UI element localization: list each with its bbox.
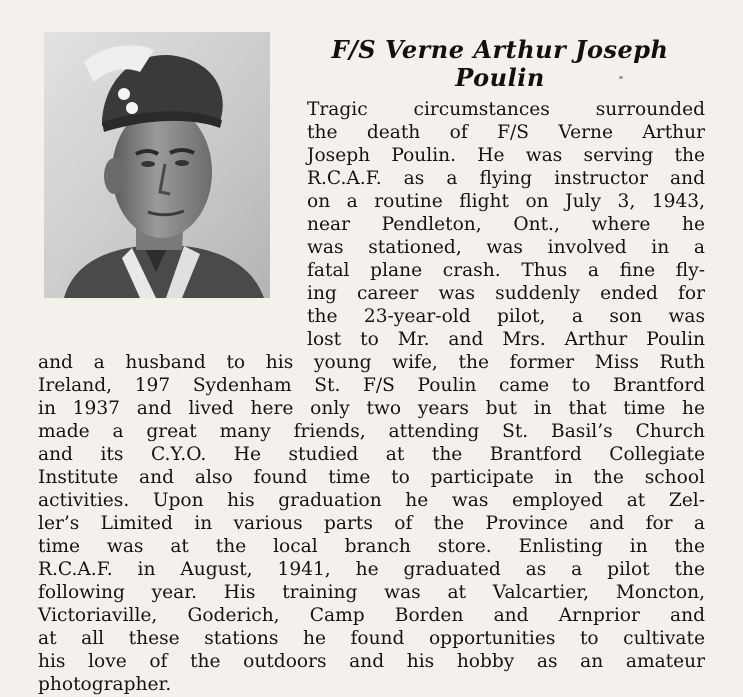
body-line: Tragic circumstances surrounded xyxy=(307,99,705,120)
body-line: at all these stations he found opportunities to cultivate xyxy=(38,628,705,649)
title-line-2: Poulin xyxy=(455,63,545,92)
body-line: activities. Upon his graduation he was employed at Zel- xyxy=(38,490,705,511)
body-line-last: photographer. xyxy=(38,674,172,695)
body-line: R.C.A.F. in August, 1941, he graduated as a pilot the xyxy=(38,559,705,580)
body-line: R.C.A.F. as a flying instructor and xyxy=(307,168,705,189)
body-line: fatal plane crash. Thus a fine fly- xyxy=(307,260,705,281)
body-line: and a husband to his young wife, the former Miss Ruth xyxy=(38,352,705,373)
title-line-1: F/S Verne Arthur Joseph xyxy=(331,35,669,64)
body-line: the death of F/S Verne Arthur xyxy=(307,122,705,143)
body-line: Victoriaville, Goderich, Camp Borden and Arnprior and xyxy=(38,605,705,626)
body-line: ing career was suddenly ended for xyxy=(307,283,705,304)
print-speck xyxy=(619,76,623,79)
body-line: near Pendleton, Ont., where he xyxy=(307,214,705,235)
body-line: Ireland, 197 Sydenham St. F/S Poulin came to Brantford xyxy=(38,375,705,396)
body-line: time was at the local branch store. Enlisting in the xyxy=(38,536,705,557)
portrait-image xyxy=(44,32,270,298)
body-line: following year. His training was at Valcartier, Moncton, xyxy=(38,582,705,603)
body-line: in 1937 and lived here only two years but in that time he xyxy=(38,398,705,419)
body-line: his love of the outdoors and his hobby as an amateur xyxy=(38,651,705,672)
body-line: the 23-year-old pilot, a son was xyxy=(307,306,705,327)
body-line: was stationed, was involved in a xyxy=(307,237,705,258)
body-line: lost to Mr. and Mrs. Arthur Poulin xyxy=(307,329,705,350)
body-line: made a great many friends, attending St. Basil’s Church xyxy=(38,421,705,442)
body-line: Joseph Poulin. He was serving the xyxy=(307,145,705,166)
portrait-photo xyxy=(44,32,270,298)
body-line: Institute and also found time to participate in the school xyxy=(38,467,705,488)
body-line: and its C.Y.O. He studied at the Brantford Collegiate xyxy=(38,444,705,465)
body-line: ler’s Limited in various parts of the Province and for a xyxy=(38,513,705,534)
body-line: on a routine flight on July 3, 1943, xyxy=(307,191,705,212)
article-title xyxy=(290,36,710,92)
